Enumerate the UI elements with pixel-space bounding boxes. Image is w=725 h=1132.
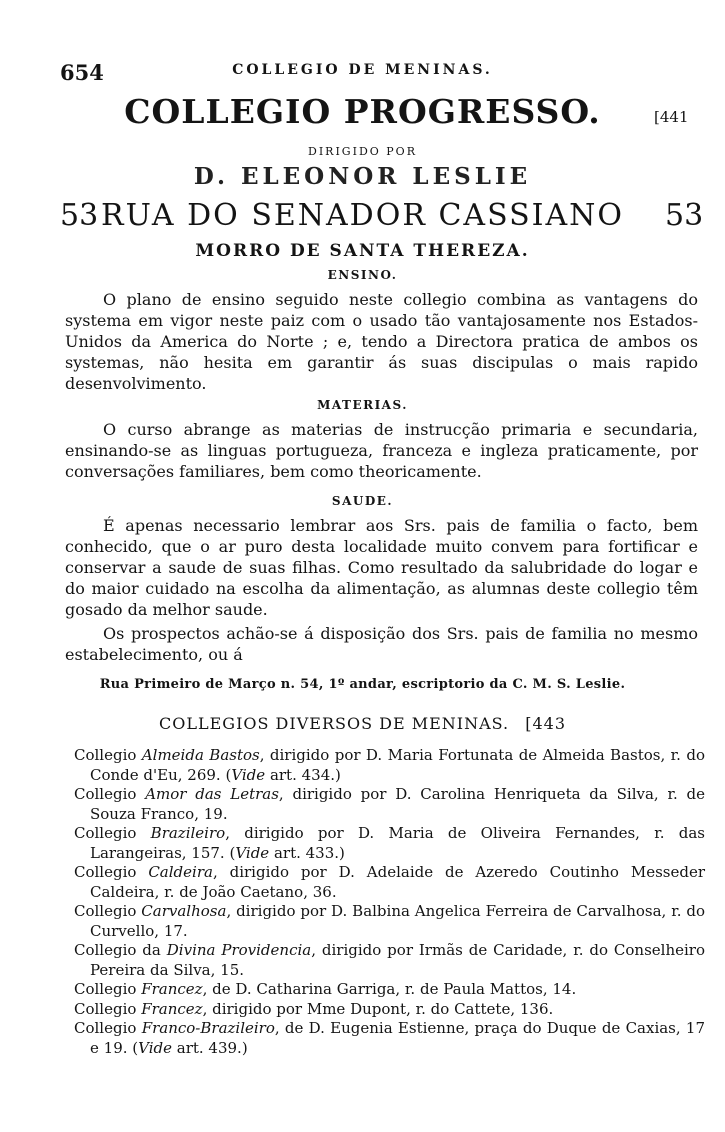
entry-vide: Vide — [138, 1038, 172, 1057]
entry-lead: Collegio — [74, 863, 149, 881]
entry-school-name: Franco-Brazileiro — [141, 1019, 275, 1037]
entry-details: , de D. Eugenia Estienne, praça do Duque de Caxias, 17 e 19. ( — [90, 1019, 705, 1057]
entry-school-name: Divina Providencia — [166, 941, 312, 959]
section-heading-materias: MATERIAS. — [317, 398, 408, 412]
entry-lead: Collegio — [74, 785, 146, 803]
entry-lead: Collegio — [74, 999, 142, 1018]
street-number-right: 53 — [665, 198, 704, 233]
entry-details: , de D. Catharina Garriga, r. de Paula Mattos, 14. — [202, 980, 577, 998]
entry-lead: Collegio da — [74, 941, 167, 959]
entry-school-name: Carvalhosa — [141, 902, 227, 920]
page-number: 654 — [60, 60, 104, 85]
entry-lead: Collegio — [74, 824, 151, 842]
advertisement-entry-number: [441 — [654, 108, 689, 126]
entry-details: , dirigido por D. Maria Fortunata de Almeida Bastos, r. do Conde d'Eu, 269. ( — [90, 746, 705, 784]
prospectos-text: Os prospectos achão-se á disposição dos Srs. pais de familia no mesmo estabelecimento, ou á — [65, 624, 698, 664]
directory-entry — [74, 785, 705, 824]
entry-school-name: Francez — [141, 999, 203, 1018]
section-text-ensino: O plano de ensino seguido neste collegio combina as vantagens do systema em vigor neste paiz com o usado tão vantajosamente nos Estados-Unidos da America do Norte ; e, tendo a Directora pratica de ambos os systemas, não hesita em garantir ás suas discipulas o mais rapido desenvolvimento. — [65, 290, 698, 393]
entry-school-name: Caldeira — [148, 863, 213, 881]
entry-details: , dirigido por D. Carolina Henriqueta da Silva, r. de Souza Franco, 19. — [90, 785, 705, 823]
district: MORRO DE SANTA THEREZA. — [195, 241, 530, 261]
entry-lead: Collegio — [74, 902, 142, 920]
directory-entry — [74, 902, 705, 941]
directory-entry — [74, 1019, 705, 1058]
entry-details: , dirigido por D. Maria de Oliveira Fernandes, r. das Larangeiras, 157. ( — [90, 824, 705, 862]
office-address: Rua Primeiro de Março n. 54, 1º andar, escriptorio da C. M. S. Leslie. — [99, 677, 626, 692]
directory-entry — [74, 746, 705, 785]
entry-reference: art. 433.) — [269, 843, 345, 862]
director-name: D. ELEONOR LESLIE — [193, 163, 532, 190]
street-address: RUA DO SENADOR CASSIANO — [100, 198, 625, 233]
directory-title — [0, 714, 725, 733]
directory-title-text: COLLEGIOS DIVERSOS DE MENINAS. — [159, 714, 510, 733]
directory-entry — [74, 824, 705, 863]
entry-vide: Vide — [235, 843, 270, 862]
entry-reference: art. 439.) — [171, 1038, 248, 1057]
directory-entry — [74, 941, 705, 980]
entry-details: , dirigido por D. Balbina Angelica Ferreira de Carvalhosa, r. do Curvello, 17. — [90, 902, 705, 940]
section-text-materias: O curso abrange as materias de instrucção primaria e secundaria, ensinando-se as linguas portugueza, franceza e ingleza praticamente, por conversações familiares, bem como theoricamente. — [65, 420, 698, 481]
entry-school-name: Francez — [141, 980, 203, 998]
entry-details: , dirigido por D. Adelaide de Azeredo Coutinho Messeder Caldeira, r. de João Caetano, 36. — [90, 863, 705, 901]
street-number-left: 53 — [60, 198, 99, 233]
entry-details: , dirigido por Mme Dupont, r. do Cattete, 136. — [202, 999, 554, 1018]
entry-vide: Vide — [231, 765, 266, 784]
directory-entry-number: [443 — [525, 714, 566, 733]
section-heading-saude: SAUDE. — [331, 494, 394, 508]
directory-list — [74, 746, 705, 1058]
entry-school-name: Amor das Letras — [145, 785, 279, 803]
section-text-saude: É apenas necessario lembrar aos Srs. pais de familia o facto, bem conhecido, que o ar puro desta localidade muito convem para fortificar e conservar a saude de suas filhas. Como resultado da salubridade do logar e do maior cuidado na escolha da alimentação, as alumnas deste collegio têm gosado da melhor saude. — [65, 516, 698, 619]
directory-entry — [74, 980, 705, 1000]
directed-by-label: DIRIGIDO POR — [308, 145, 417, 158]
entry-reference: art. 434.) — [265, 765, 341, 784]
advertisement-title: COLLEGIO PROGRESSO. — [124, 92, 601, 131]
directory-entry — [74, 863, 705, 902]
entry-lead: Collegio — [74, 746, 142, 764]
section-heading-ensino: ENSINO. — [327, 268, 398, 282]
entry-details: , dirigido por Irmãs de Caridade, r. do Conselheiro Pereira da Silva, 15. — [90, 941, 705, 979]
entry-school-name: Almeida Bastos — [141, 746, 260, 764]
entry-school-name: Brazileiro — [150, 824, 226, 842]
entry-lead: Collegio — [74, 980, 142, 998]
entry-lead: Collegio — [74, 1019, 142, 1037]
running-title: COLLEGIO DE MENINAS. — [232, 62, 493, 78]
directory-entry — [74, 1000, 705, 1020]
